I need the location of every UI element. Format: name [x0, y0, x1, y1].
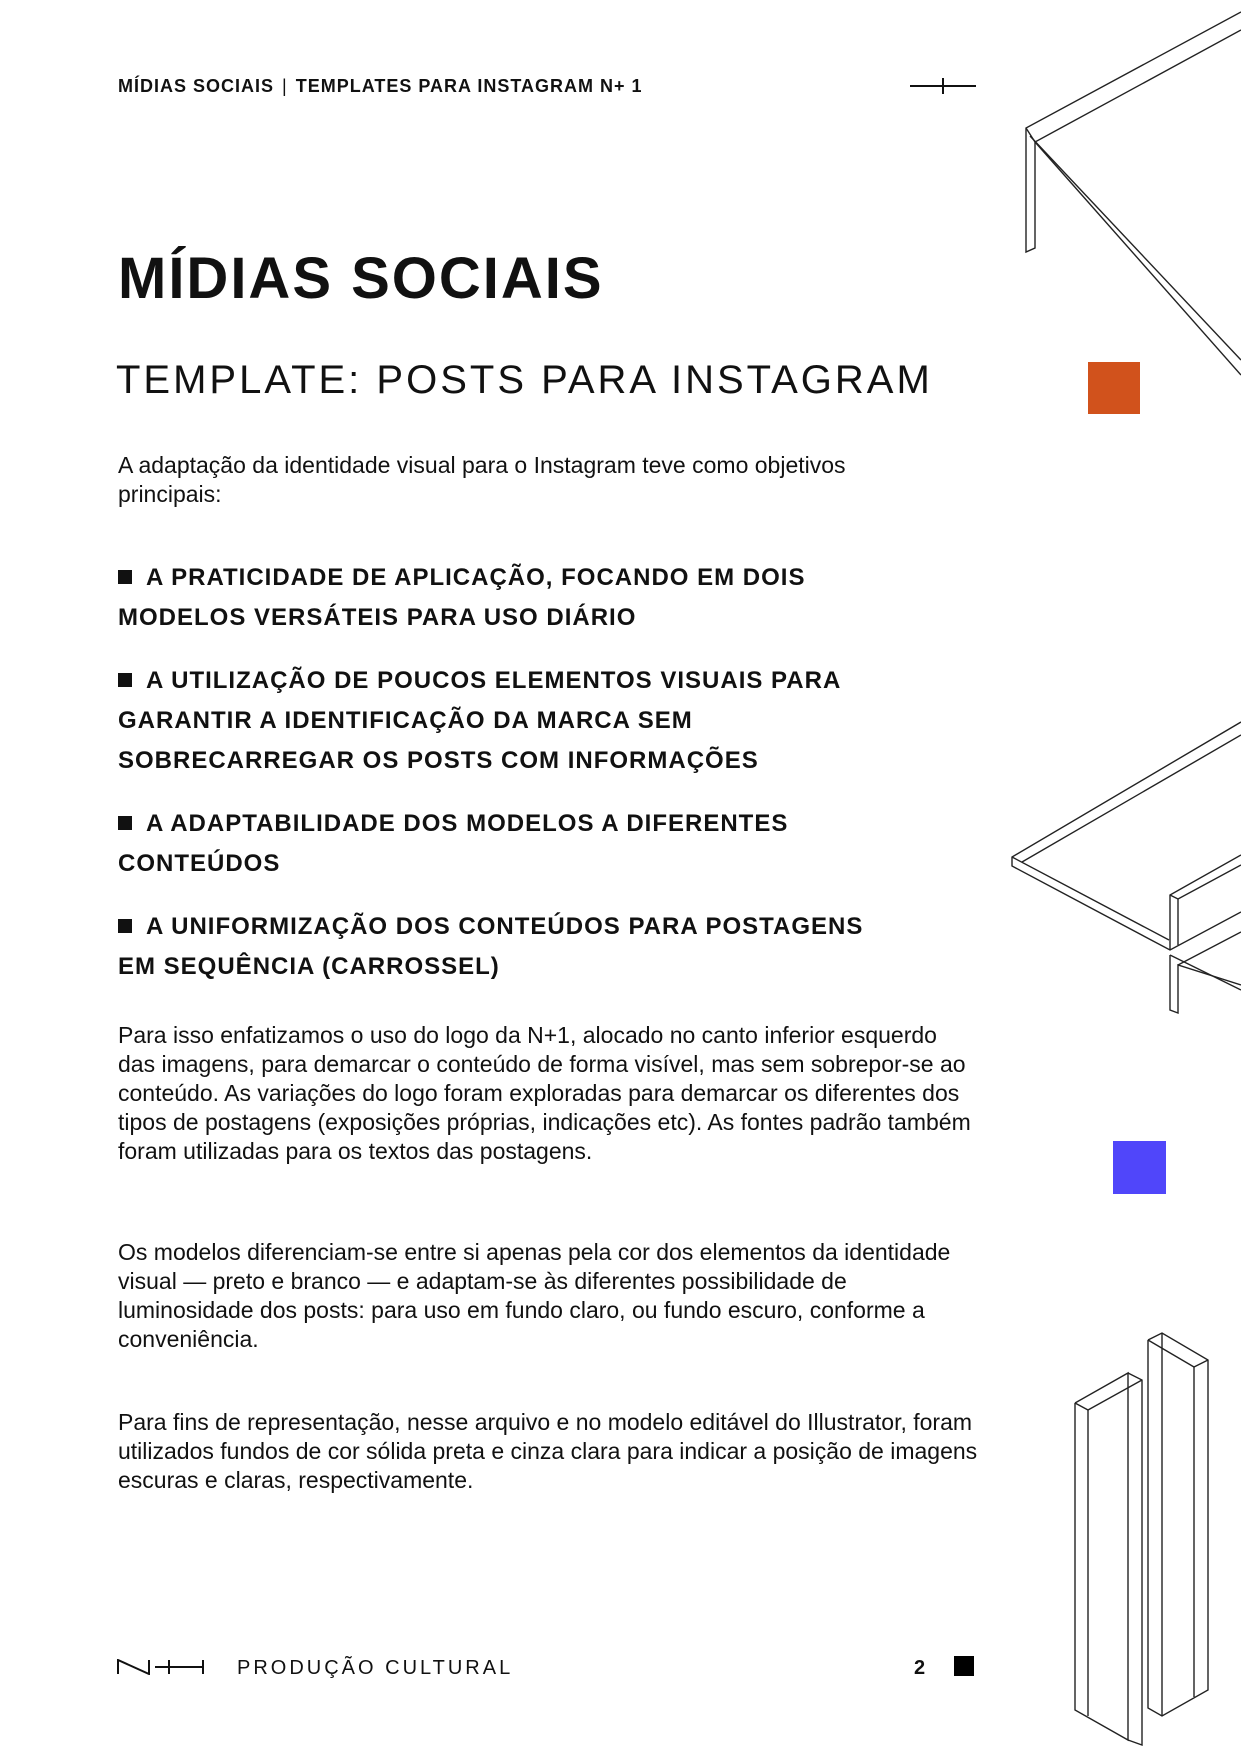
square-bullet-icon [118, 816, 132, 830]
footer-label: PRODUÇÃO CULTURAL [237, 1657, 514, 1679]
header-separator: | [282, 76, 288, 96]
page-subtitle: TEMPLATE: POSTS PARA INSTAGRAM [116, 358, 933, 402]
wireframe-bottom-shape [1075, 1333, 1208, 1745]
objective-text: A PRATICIDADE DE APLICAÇÃO, FOCANDO EM DOIS MODELOS VERSÁTEIS PARA USO DIÁRIO [118, 564, 806, 631]
objective-item [118, 661, 878, 781]
intro-paragraph: A adaptação da identidade visual para o Instagram teve como objetivos principais: [118, 452, 846, 507]
wireframe-top-shape [1026, 12, 1241, 375]
objectives-list [118, 558, 878, 1010]
body-paragraph-representation: Para fins de representação, nesse arquivo e no modelo editável do Illustrator, foram utilizados fundos de cor sólida preta e cinza clara para indicar a posição de imagens escuras e claras, respectivamente. [118, 1409, 978, 1493]
square-bullet-icon [118, 919, 132, 933]
objective-item [118, 804, 878, 884]
header-section: MÍDIAS SOCIAIS [118, 76, 275, 96]
square-bullet-icon [118, 570, 132, 584]
page-title: MÍDIAS SOCIAIS [118, 246, 604, 311]
orange-accent-square [1088, 362, 1140, 414]
square-bullet-icon [118, 673, 132, 687]
page-number: 2 [914, 1657, 926, 1679]
body-paragraph-logo-usage: Para isso enfatizamos o uso do logo da N+1, alocado no canto inferior esquerdo das imagens, para demarcar o conteúdo de forma visível, mas sem sobrepor-se ao conteúdo. As variações do logo foram exploradas para demarcar os diferentes dos tipos de postagens (exposições próprias, indicações etc). As fontes padrão também foram utilizadas para os textos das postagens. [118, 1022, 971, 1164]
footer-square-icon [954, 1656, 974, 1676]
wireframe-middle-shape [1012, 722, 1241, 1013]
n-plus-one-logo-icon [117, 1659, 207, 1675]
objective-item [118, 558, 878, 638]
objective-text: A UTILIZAÇÃO DE POUCOS ELEMENTOS VISUAIS PARA GARANTIR A IDENTIFICAÇÃO DA MARCA SEM SOBRECARREGAR OS POSTS COM INFORMAÇÕES [118, 667, 841, 774]
objective-item [118, 907, 878, 987]
blue-accent-square [1113, 1141, 1166, 1194]
header-subsection: TEMPLATES PARA INSTAGRAM N+ 1 [295, 76, 643, 96]
objective-text: A ADAPTABILIDADE DOS MODELOS A DIFERENTES CONTEÚDOS [118, 810, 789, 877]
objective-text: A UNIFORMIZAÇÃO DOS CONTEÚDOS PARA POSTAGENS EM SEQUÊNCIA (CARROSSEL) [118, 913, 864, 980]
body-paragraph-color-models: Os modelos diferenciam-se entre si apenas pela cor dos elementos da identidade visual — preto e branco — e adaptam-se às diferentes possibilidade de luminosidade dos posts: para uso em fundo claro, ou fundo escuro, conforme a conveniência. [118, 1239, 951, 1352]
